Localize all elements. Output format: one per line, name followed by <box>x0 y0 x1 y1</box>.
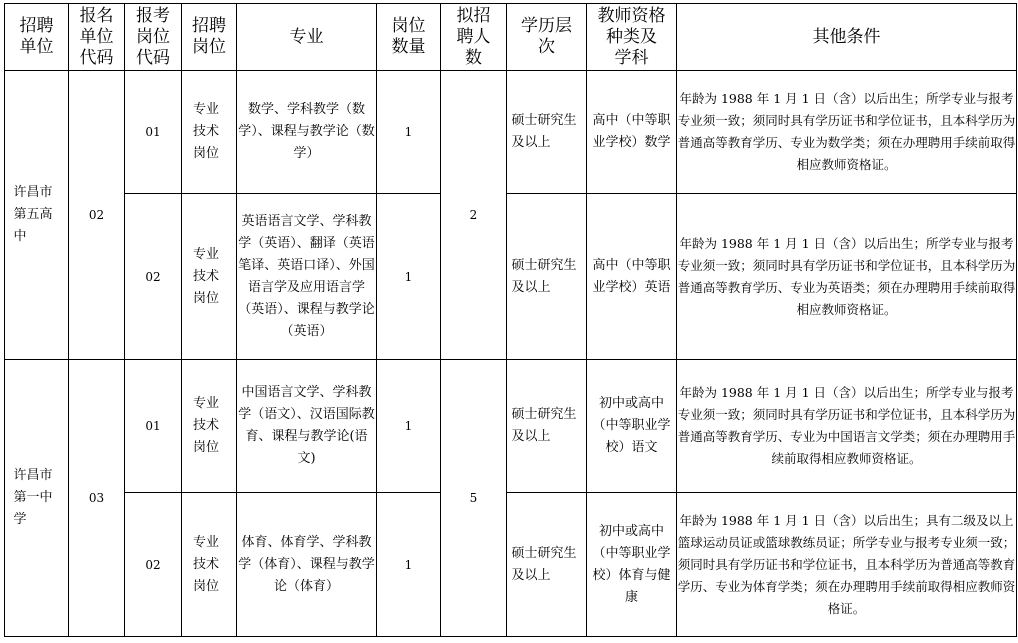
table-row <box>5 493 1017 637</box>
position-code-cell: 02 <box>125 493 182 637</box>
conditions-cell: 年龄为 1988 年 1 月 1 日（含）以后出生；所学专业与报考专业须一致；须同时具有学历证书和学位证书，且本科学历为普通高等教育学历、专业为中国语言文学类；须在办理聘用手续前取得相应教师资格证。 <box>677 360 1017 493</box>
position-type-cell: 专业技术岗位 <box>182 360 237 493</box>
major-cell: 英语语言文学、学科教学（英语）、翻译（英语笔译、英语口译）、外国语言学及应用语言学（英语）、课程与教学论（英语） <box>237 194 377 360</box>
position-type-cell: 专业技术岗位 <box>182 71 237 194</box>
qualification-cell: 初中或高中（中等职业学校）语文 <box>587 360 677 493</box>
position-count-cell: 1 <box>377 493 441 637</box>
unit-name-cell: 许昌市第一中学 <box>5 360 69 637</box>
education-cell: 硕士研究生及以上 <box>507 71 587 194</box>
table-row <box>5 360 1017 493</box>
header-unit-code: 报名 单位 代码 <box>69 4 125 71</box>
header-row <box>5 4 1017 71</box>
position-type-cell: 专业技术岗位 <box>182 493 237 637</box>
education-cell: 硕士研究生及以上 <box>507 360 587 493</box>
header-position-type: 招聘 岗位 <box>182 4 237 71</box>
qualification-cell: 高中（中等职业学校）英语 <box>587 194 677 360</box>
header-position-code: 报考 岗位 代码 <box>125 4 182 71</box>
qualification-cell: 初中或高中（中等职业学校）体育与健康 <box>587 493 677 637</box>
table-row <box>5 71 1017 194</box>
hire-count-cell: 5 <box>441 360 507 637</box>
position-type-cell: 专业技术岗位 <box>182 194 237 360</box>
unit-code-cell: 02 <box>69 71 125 360</box>
header-major: 专业 <box>237 4 377 71</box>
unit-code-cell: 03 <box>69 360 125 637</box>
education-cell: 硕士研究生及以上 <box>507 194 587 360</box>
position-code-cell: 02 <box>125 194 182 360</box>
education-cell: 硕士研究生及以上 <box>507 493 587 637</box>
major-cell: 中国语言文学、学科教学（语文）、汉语国际教育、课程与教学论(语文) <box>237 360 377 493</box>
conditions-cell: 年龄为 1988 年 1 月 1 日（含）以后出生；所学专业与报考专业须一致；须同时具有学历证书和学位证书，且本科学历为普通高等教育学历、专业为英语类；须在办理聘用手续前取得相应教师资格证。 <box>677 194 1017 360</box>
header-conditions: 其他条件 <box>677 4 1017 71</box>
recruitment-table <box>4 3 1017 637</box>
conditions-cell: 年龄为 1988 年 1 月 1 日（含）以后出生；所学专业与报考专业须一致；须同时具有学历证书和学位证书，且本科学历为普通高等教育学历、专业为数学类；须在办理聘用手续前取得相应教师资格证。 <box>677 71 1017 194</box>
header-position-count: 岗位 数量 <box>377 4 441 71</box>
qualification-cell: 高中（中等职业学校）数学 <box>587 71 677 194</box>
position-code-cell: 01 <box>125 360 182 493</box>
hire-count-cell: 2 <box>441 71 507 360</box>
position-count-cell: 1 <box>377 194 441 360</box>
header-qualification: 教师资格 种类及 学科 <box>587 4 677 71</box>
major-cell: 体育、体育学、学科教学（体育）、课程与教学论（体育） <box>237 493 377 637</box>
position-count-cell: 1 <box>377 360 441 493</box>
table-row <box>5 194 1017 360</box>
major-cell: 数学、学科教学（数学）、课程与教学论（数学） <box>237 71 377 194</box>
position-count-cell: 1 <box>377 71 441 194</box>
header-unit: 招聘 单位 <box>5 4 69 71</box>
header-hire-count: 拟招 聘人 数 <box>441 4 507 71</box>
position-code-cell: 01 <box>125 71 182 194</box>
header-education: 学历层 次 <box>507 4 587 71</box>
unit-name-cell: 许昌市第五高中 <box>5 71 69 360</box>
conditions-cell: 年龄为 1988 年 1 月 1 日（含）以后出生；具有二级及以上篮球运动员证或篮球教练员证；所学专业与报考专业须一致；须同时具有学历证书和学位证书，且本科学历为普通高等教育学历、专业为体育学类；须在办理聘用手续前取得相应教师资格证。 <box>677 493 1017 637</box>
